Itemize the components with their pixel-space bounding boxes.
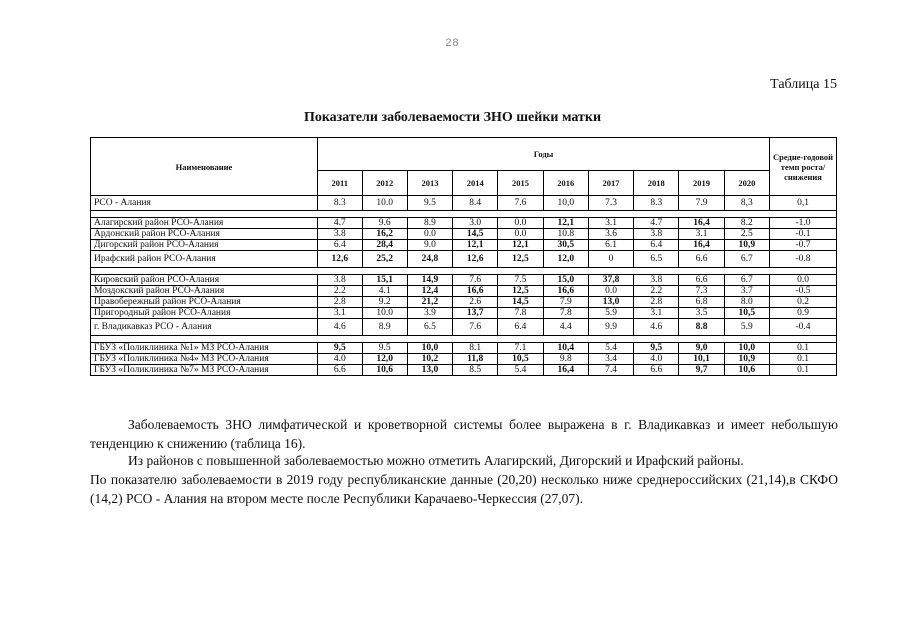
row-spacer (91, 336, 837, 343)
row-value: 9,7 (679, 365, 724, 376)
row-value: 10,0 (543, 196, 588, 211)
row-trend: -0.8 (770, 251, 837, 268)
row-spacer (91, 211, 837, 218)
row-value: 5.4 (498, 365, 543, 376)
row-value: 7.6 (453, 275, 498, 286)
row-value: 8.0 (724, 297, 769, 308)
header-year: 2016 (543, 171, 588, 196)
row-value: 3.6 (588, 229, 633, 240)
row-value: 3.7 (724, 286, 769, 297)
row-value: 6.8 (679, 297, 724, 308)
row-value: 14,5 (453, 229, 498, 240)
row-value: 3.1 (634, 308, 679, 319)
row-value: 10.0 (362, 308, 407, 319)
row-value: 15,1 (362, 275, 407, 286)
row-value: 7.8 (543, 308, 588, 319)
row-value: 9.5 (407, 196, 452, 211)
table-row (91, 251, 837, 268)
row-spacer-cell (91, 268, 837, 275)
row-value: 9.2 (362, 297, 407, 308)
row-value: 10,5 (724, 308, 769, 319)
row-value: 6.6 (679, 251, 724, 268)
table-row (91, 218, 837, 229)
row-value: 8.5 (453, 365, 498, 376)
header-year: 2015 (498, 171, 543, 196)
row-trend: 0.1 (770, 354, 837, 365)
row-value: 8.9 (407, 218, 452, 229)
row-value: 14,5 (498, 297, 543, 308)
row-value: 16,4 (543, 365, 588, 376)
header-year: 2011 (318, 171, 363, 196)
row-value: 15,0 (543, 275, 588, 286)
row-name: Кировский район РСО-Алания (91, 275, 318, 286)
row-value: 3.4 (588, 354, 633, 365)
header-year: 2020 (724, 171, 769, 196)
row-value: 10,4 (543, 343, 588, 354)
row-name: г. Владикавказ РСО - Алания (91, 319, 318, 336)
row-value: 10.8 (543, 229, 588, 240)
row-value: 7.5 (498, 275, 543, 286)
row-value: 9.8 (543, 354, 588, 365)
row-value: 8.3 (634, 196, 679, 211)
row-value: 9.0 (407, 240, 452, 251)
row-value: 0.0 (498, 218, 543, 229)
row-value: 9.9 (588, 319, 633, 336)
row-value: 9.6 (362, 218, 407, 229)
row-trend: 0.1 (770, 343, 837, 354)
row-value: 3.1 (679, 229, 724, 240)
row-value: 10,0 (724, 343, 769, 354)
row-value: 16,6 (453, 286, 498, 297)
row-value: 6.4 (498, 319, 543, 336)
row-value: 0.0 (498, 229, 543, 240)
row-value: 0.0 (407, 229, 452, 240)
row-value: 6.6 (318, 365, 363, 376)
row-value: 37,8 (588, 275, 633, 286)
row-value: 12,6 (318, 251, 363, 268)
row-value: 13,0 (588, 297, 633, 308)
row-name: Моздокский район РСО-Алания (91, 286, 318, 297)
row-value: 5.4 (588, 343, 633, 354)
row-value: 12,5 (498, 286, 543, 297)
header-name: Наименование (91, 138, 318, 196)
table-row (91, 286, 837, 297)
row-value: 3.0 (453, 218, 498, 229)
row-name: РСО - Алания (91, 196, 318, 211)
header-year: 2013 (407, 171, 452, 196)
row-trend: -1.0 (770, 218, 837, 229)
row-value: 3.8 (318, 275, 363, 286)
row-value: 8.8 (679, 319, 724, 336)
morbidity-table (90, 137, 837, 376)
row-trend: 0.2 (770, 297, 837, 308)
header-trend: Средне-годовой темп роста/ снижения (770, 138, 837, 196)
row-value: 9,5 (634, 343, 679, 354)
row-value: 8.9 (362, 319, 407, 336)
row-value: 10.0 (362, 196, 407, 211)
row-trend: -0.5 (770, 286, 837, 297)
row-value: 8.2 (724, 218, 769, 229)
row-value: 12,1 (453, 240, 498, 251)
row-value: 8.3 (318, 196, 363, 211)
row-name: Пригородный район РСО-Алания (91, 308, 318, 319)
row-value: 8.1 (453, 343, 498, 354)
table-row (91, 196, 837, 211)
row-value: 0.0 (588, 286, 633, 297)
row-value: 14,9 (407, 275, 452, 286)
row-value: 3.1 (588, 218, 633, 229)
row-trend: -0.7 (770, 240, 837, 251)
row-value: 12,1 (498, 240, 543, 251)
row-value: 12,0 (362, 354, 407, 365)
row-value: 10,9 (724, 354, 769, 365)
row-value: 6.5 (407, 319, 452, 336)
table-title: Показатели заболеваемости ЗНО шейки матки (303, 110, 602, 125)
row-value: 6.4 (318, 240, 363, 251)
page-number: 28 (445, 37, 460, 49)
header-year: 2018 (634, 171, 679, 196)
row-value: 5.9 (724, 319, 769, 336)
row-value: 10,9 (724, 240, 769, 251)
row-value: 3.9 (407, 308, 452, 319)
row-value: 7.6 (453, 319, 498, 336)
table-row (91, 343, 837, 354)
header-years: Годы (318, 138, 770, 171)
row-value: 2.2 (318, 286, 363, 297)
row-value: 10,0 (407, 343, 452, 354)
row-name: Ирафский район РСО-Алания (91, 251, 318, 268)
row-value: 13,0 (407, 365, 452, 376)
row-value: 2.2 (634, 286, 679, 297)
row-value: 9.5 (362, 343, 407, 354)
row-value: 4.6 (634, 319, 679, 336)
row-value: 25,2 (362, 251, 407, 268)
row-trend: 0.9 (770, 308, 837, 319)
row-value: 24,8 (407, 251, 452, 268)
row-value: 3.5 (679, 308, 724, 319)
row-value: 11,8 (453, 354, 498, 365)
row-value: 3.8 (634, 229, 679, 240)
paragraph-2: Из районов с повышенной заболеваемостью можно отметить Алагирский, Дигорский и Ирафский районы. (128, 452, 744, 468)
row-value: 7.3 (588, 196, 633, 211)
row-value: 4.0 (634, 354, 679, 365)
row-value: 6.1 (588, 240, 633, 251)
row-trend: -0.1 (770, 229, 837, 240)
row-spacer (91, 268, 837, 275)
row-value: 6.4 (634, 240, 679, 251)
header-year: 2019 (679, 171, 724, 196)
row-value: 30,5 (543, 240, 588, 251)
row-value: 4.0 (318, 354, 363, 365)
table-row (91, 308, 837, 319)
row-value: 7.9 (543, 297, 588, 308)
row-value: 6.6 (679, 275, 724, 286)
row-value: 7.4 (588, 365, 633, 376)
row-value: 5.9 (588, 308, 633, 319)
row-name: ГБУЗ «Поликлиника №7» МЗ РСО-Алания (91, 365, 318, 376)
row-value: 2.8 (634, 297, 679, 308)
row-value: 8,3 (724, 196, 769, 211)
table-row (91, 229, 837, 240)
row-value: 12,1 (543, 218, 588, 229)
row-value: 6.7 (724, 251, 769, 268)
row-value: 16,4 (679, 218, 724, 229)
row-value: 4.6 (318, 319, 363, 336)
header-year: 2012 (362, 171, 407, 196)
row-value: 4.4 (543, 319, 588, 336)
row-name: ГБУЗ «Поликлиника №4» МЗ РСО-Алания (91, 354, 318, 365)
table-row (91, 275, 837, 286)
row-trend: -0.4 (770, 319, 837, 336)
row-value: 4.7 (318, 218, 363, 229)
row-value: 10,6 (362, 365, 407, 376)
row-value: 7.9 (679, 196, 724, 211)
row-value: 12,0 (543, 251, 588, 268)
paragraph-3: По показателю заболеваемости в 2019 году республиканские данные (20,20) несколько ниже среднероссийских (21,14),в СКФО (14,2) РСО - Алания на втором месте после Республики Карачаево-Черкессия (27,07). (90, 471, 838, 506)
table-row (91, 365, 837, 376)
row-value: 9,5 (318, 343, 363, 354)
table-row (91, 240, 837, 251)
row-trend: 0,1 (770, 196, 837, 211)
row-value: 12,4 (407, 286, 452, 297)
row-value: 10,5 (498, 354, 543, 365)
table-header-row (91, 138, 837, 171)
row-value: 2.8 (318, 297, 363, 308)
row-value: 3.8 (318, 229, 363, 240)
row-name: Алагирский район РСО-Алания (91, 218, 318, 229)
row-value: 16,4 (679, 240, 724, 251)
table-body (91, 196, 837, 376)
row-value: 7.6 (498, 196, 543, 211)
row-value: 16,2 (362, 229, 407, 240)
row-value: 3.1 (318, 308, 363, 319)
row-value: 13,7 (453, 308, 498, 319)
row-name: Правобережный район РСО-Алания (91, 297, 318, 308)
row-trend: 0.1 (770, 365, 837, 376)
row-value: 6.7 (724, 275, 769, 286)
row-value: 7.1 (498, 343, 543, 354)
row-value: 7.8 (498, 308, 543, 319)
row-value: 12,5 (498, 251, 543, 268)
row-value: 9,0 (679, 343, 724, 354)
row-value: 2.6 (453, 297, 498, 308)
header-year: 2014 (453, 171, 498, 196)
row-value: 0 (588, 251, 633, 268)
row-value: 16,6 (543, 286, 588, 297)
row-value: 6.5 (634, 251, 679, 268)
row-name: ГБУЗ «Поликлиника №1» МЗ РСО-Алания (91, 343, 318, 354)
table-row (91, 354, 837, 365)
paragraph-1: Заболеваемость ЗНО лимфатической и кроветворной системы более выражена в г. Владикавказ и имеет небольшую тенденцию к снижению (таблица 16). (90, 416, 838, 451)
row-name: Ардонский район РСО-Алания (91, 229, 318, 240)
row-value: 28,4 (362, 240, 407, 251)
row-value: 2.5 (724, 229, 769, 240)
row-value: 12,6 (453, 251, 498, 268)
row-spacer-cell (91, 211, 837, 218)
row-value: 10,2 (407, 354, 452, 365)
row-value: 4.1 (362, 286, 407, 297)
header-year: 2017 (588, 171, 633, 196)
row-value: 6.6 (634, 365, 679, 376)
row-spacer-cell (91, 336, 837, 343)
row-value: 4.7 (634, 218, 679, 229)
row-name: Дигорский район РСО-Алания (91, 240, 318, 251)
row-value: 3.8 (634, 275, 679, 286)
row-trend: 0.0 (770, 275, 837, 286)
table-number: Таблица 15 (770, 77, 837, 92)
row-value: 21,2 (407, 297, 452, 308)
table-row (91, 297, 837, 308)
table-row (91, 319, 837, 336)
row-value: 7.3 (679, 286, 724, 297)
row-value: 10,6 (724, 365, 769, 376)
row-value: 10,1 (679, 354, 724, 365)
row-value: 8.4 (453, 196, 498, 211)
